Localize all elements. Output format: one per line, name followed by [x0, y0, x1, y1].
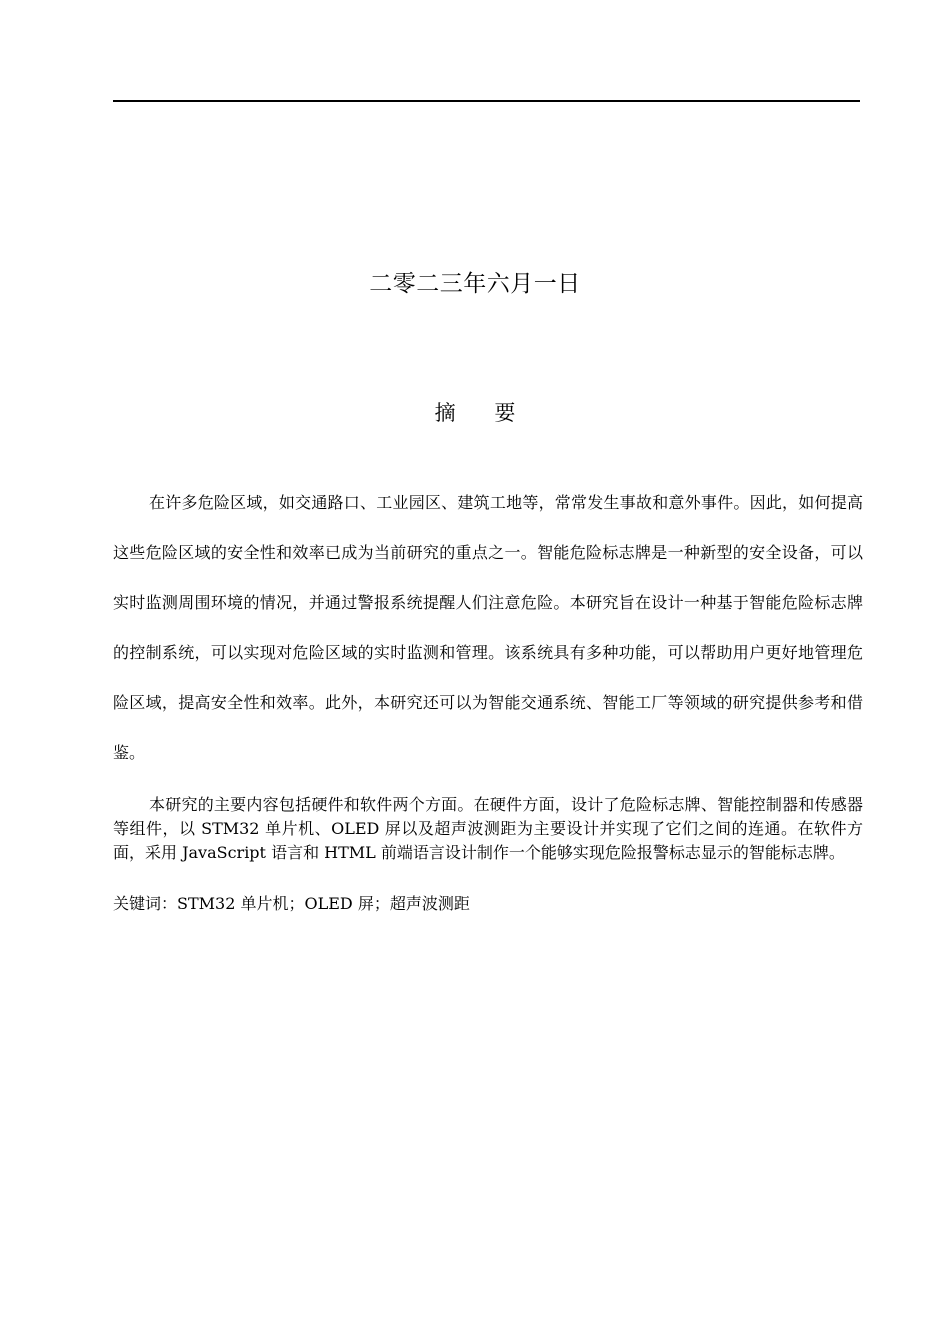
keywords-label: 关键词： [113, 894, 178, 913]
abstract-paragraph-1: 在许多危险区域，如交通路口、工业园区、建筑工地等，常常发生事故和意外事件。因此，如何提高这些危险区域的安全性和效率已成为当前研究的重点之一。智能危险标志牌是一种新型的安全设备，可以实时监测周围环境的情况，并通过警报系统提醒人们注意危险。本研究旨在设计一种基于智能危险标志牌的控制系统，可以实现对危险区域的实时监测和管理。该系统具有多种功能，可以帮助用户更好地管理危险区域，提高安全性和效率。此外，本研究还可以为智能交通系统、智能工厂等领域的研究提供参考和借鉴。 [113, 493, 863, 762]
abstract-heading: 摘 要 [434, 401, 532, 425]
header-rule [113, 100, 860, 102]
keywords-line [113, 892, 863, 916]
keywords-text: STM32 单片机；OLED 屏；超声波测距 [177, 894, 470, 913]
abstract-paragraph-2: 本研究的主要内容包括硬件和软件两个方面。在硬件方面，设计了危险标志牌、智能控制器和传感器等组件，以 STM32 单片机、OLED 屏以及超声波测距为主要设计并实现了它们之间的连通。在软件方面，采用 JavaScript 语言和 HTML 前端语言设计制作一个能够实现危险报警标志显示的智能标志牌。 [113, 795, 863, 862]
document-date: 二零二三年六月一日 [369, 271, 581, 297]
